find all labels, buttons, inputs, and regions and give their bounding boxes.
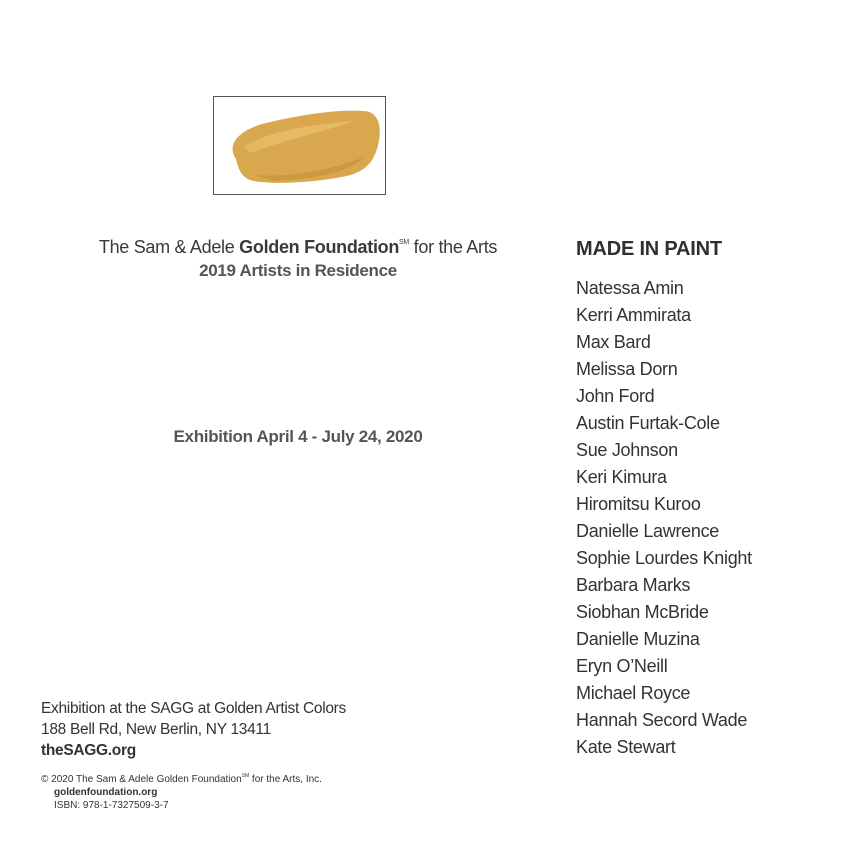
service-mark: SM <box>399 239 409 246</box>
copyright-line: © 2020 The Sam & Adele Golden Foundation℠ for the Arts, Inc. <box>41 773 322 785</box>
artist-name: Danielle Muzina <box>576 629 700 649</box>
artist-name: Max Bard <box>576 332 651 352</box>
foundation-website-link[interactable]: goldenfoundation.org <box>54 787 158 798</box>
artist-name: Eryn O’Neill <box>576 656 668 676</box>
foundation-suffix: for the Arts <box>408 237 498 257</box>
artist-name: Melissa Dorn <box>576 359 678 379</box>
artist-name: Kate Stewart <box>576 737 676 757</box>
venue-info <box>41 698 346 761</box>
artist-name: Sue Johnson <box>576 440 678 460</box>
foundation-prefix: The Sam & Adele <box>98 237 240 257</box>
artist-name: Keri Kimura <box>576 467 667 487</box>
artist-name: Hannah Secord Wade <box>576 710 748 730</box>
residence-title: 2019 Artists in Residence <box>199 261 397 280</box>
artist-name: Siobhan McBride <box>576 602 709 622</box>
service-mark: SM <box>241 773 250 779</box>
show-title: MADE IN PAINT <box>576 238 722 260</box>
artist-name: Hiromitsu Kuroo <box>576 494 701 514</box>
artist-name: Austin Furtak-Cole <box>576 413 720 433</box>
paint-stroke-image <box>214 97 385 194</box>
artist-name: Sophie Lourdes Knight <box>576 548 752 568</box>
artist-name: Natessa Amin <box>576 278 684 298</box>
artist-name: Barbara Marks <box>576 575 691 595</box>
copyright-block <box>41 770 322 812</box>
foundation-name <box>60 237 536 258</box>
venue-line-1: Exhibition at the SAGG at Golden Artist Colors <box>41 700 346 717</box>
exhibition-dates: Exhibition April 4 - July 24, 2020 <box>173 427 423 446</box>
foundation-bold: Golden Foundation <box>239 237 400 257</box>
artist-name: John Ford <box>576 386 655 406</box>
venue-website-link[interactable]: theSAGG.org <box>41 742 136 759</box>
isbn: ISBN: 978-1-7327509-3-7 <box>54 800 169 811</box>
artist-list <box>576 275 752 761</box>
paint-swatch <box>213 96 386 195</box>
artist-name: Danielle Lawrence <box>576 521 719 541</box>
artist-name: Michael Royce <box>576 683 691 703</box>
venue-address: 188 Bell Rd, New Berlin, NY 13411 <box>41 721 271 738</box>
artist-name: Kerri Ammirata <box>576 305 691 325</box>
